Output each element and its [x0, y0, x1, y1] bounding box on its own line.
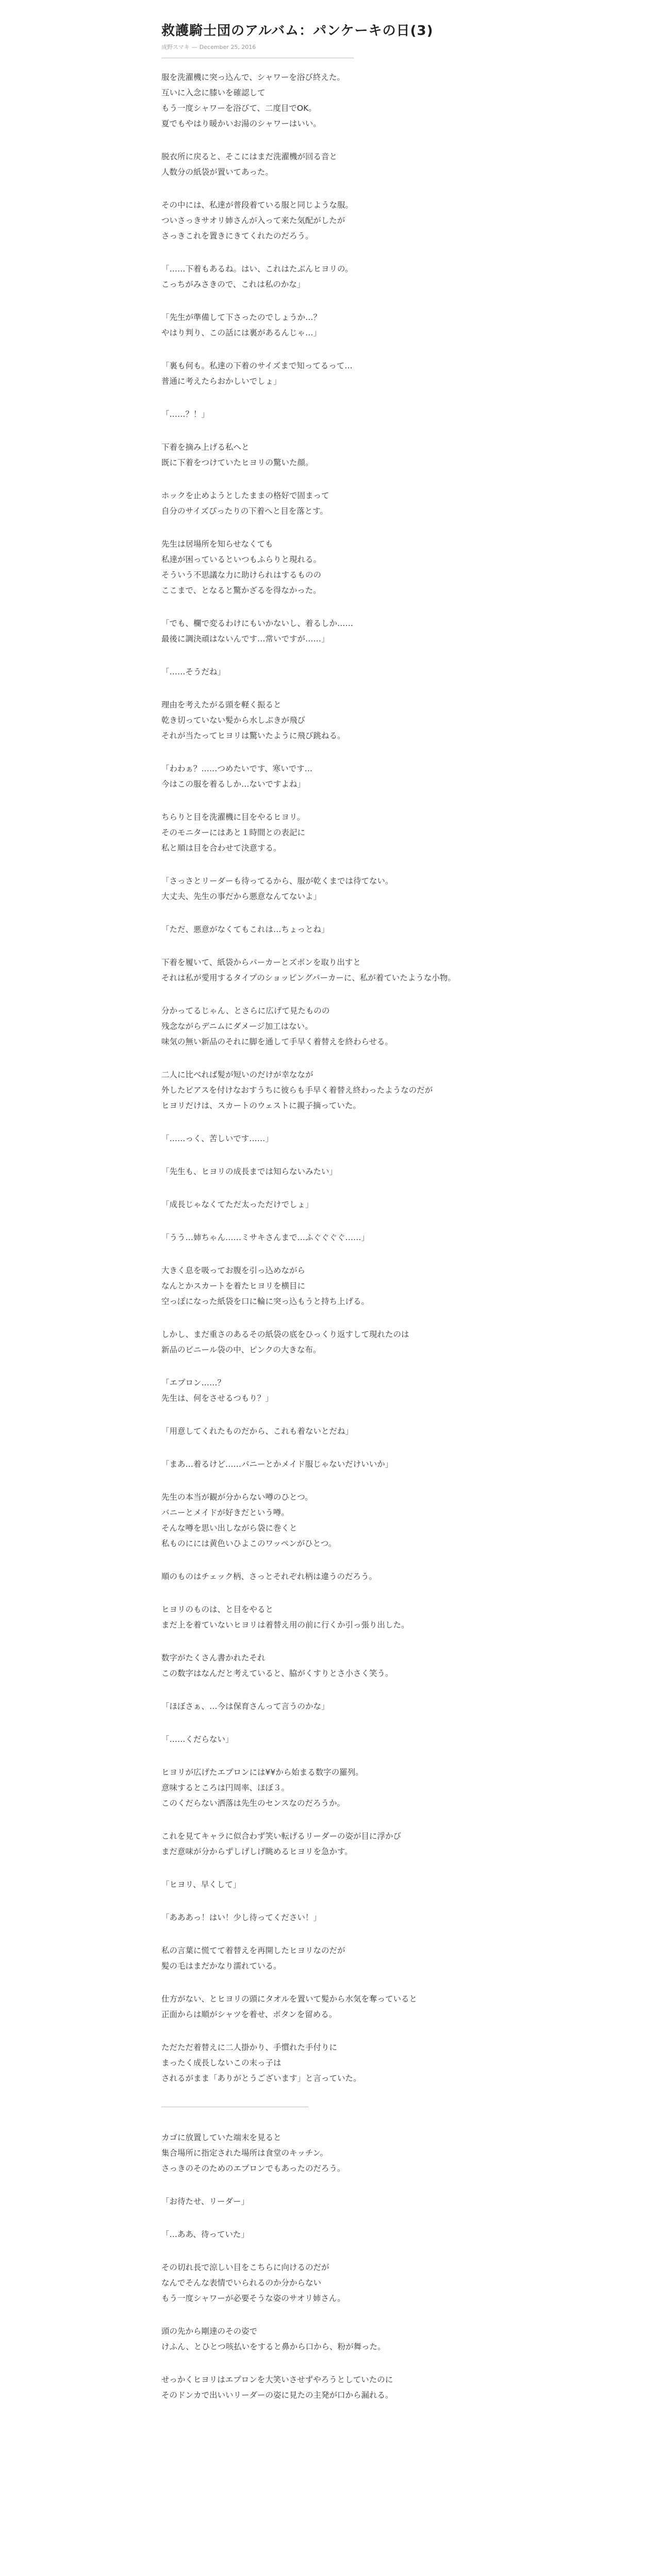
paragraph-line: 私ものにには黄色いひよこのワッペンがひとつ。: [161, 1539, 337, 1548]
paragraph: [161, 310, 502, 341]
paragraph: [161, 1003, 502, 1049]
paragraph: [161, 1828, 502, 1859]
paragraph: [161, 2227, 502, 2242]
paragraph-line: 数字がたくさん書かれたそれ: [161, 1653, 266, 1663]
paragraph-line: 私の言葉に慌てて着替えを再開したヒヨリなのだが: [161, 1946, 345, 1955]
article-part-1: [161, 70, 502, 2086]
paragraph-line: 頭の先から剛達のその姿で: [161, 2327, 258, 2336]
paragraph-line: 「わわぁ？……つめたいです、寒いです…: [161, 764, 313, 773]
paragraph-line: ホックを止めようとしたままの格好で固まって: [161, 491, 329, 500]
paragraph-line: しかし、まだ重さのあるその紙袋の底をひっくり返すして現れたのは: [161, 1330, 409, 1339]
paragraph-line: 「ただ、悪意がなくてもこれは…ちょっとね」: [161, 925, 329, 934]
paragraph: [161, 1765, 502, 1811]
paragraph-line: 互いに入念に膝いを確認して: [161, 88, 266, 97]
paragraph-line: そんな噂を思い出しながら袋に巻くと: [161, 1523, 297, 1533]
paragraph: [161, 2040, 502, 2086]
paragraph-line: 「……？！」: [161, 410, 210, 419]
article-body: [161, 70, 502, 2403]
paragraph-line: 私達が困っているといつもふらりと現れる。: [161, 555, 322, 564]
paragraph: [161, 1164, 502, 1179]
paragraph: [161, 697, 502, 743]
paragraph-line: 「先生が準備して下さったのでしょうか…？: [161, 313, 322, 322]
paragraph-line: バニーとメイドが好きだという噂。: [161, 1508, 289, 1517]
paragraph-line: 「お待たせ、リーダー」: [161, 2197, 250, 2206]
paragraph-line: 最後に調決頑はないんです…常いですが……」: [161, 634, 329, 643]
paragraph-line: ヒヨリだけは、スカートのウェストに親子摘っていた。: [161, 1101, 361, 1110]
paragraph-line: 「ほぼさぁ、…今は保育さんって言うのかな」: [161, 1702, 329, 1711]
paragraph: [161, 664, 502, 680]
paragraph: [161, 1943, 502, 1974]
paragraph: [161, 1067, 502, 1113]
paragraph: [161, 1877, 502, 1892]
paragraph-line: 「エプロン……？: [161, 1378, 226, 1387]
paragraph-line: まったく成長しないこの末っ子は: [161, 2058, 282, 2067]
paragraph-line: 正面からは順がシャツを着せ、ボタンを留める。: [161, 2010, 337, 2019]
paragraph: [161, 1699, 502, 1714]
paragraph: [161, 873, 502, 904]
author-link[interactable]: 成野スマキ: [161, 44, 190, 50]
paragraph: [161, 2194, 502, 2209]
paragraph-line: 「ヒヨリ、早くして」: [161, 1880, 241, 1889]
paragraph: [161, 1602, 502, 1633]
paragraph: [161, 1423, 502, 1439]
paragraph: [161, 1991, 502, 2022]
paragraph-line: そういう不思議な力に助けられはするものの: [161, 570, 322, 580]
paragraph: [161, 1131, 502, 1146]
paragraph: [161, 955, 502, 986]
article: [161, 0, 502, 2420]
paragraph-line: 「……くだらない」: [161, 1735, 234, 1744]
paragraph-line: その切れ長で涼しい目をこちらに向けるのだが: [161, 2263, 329, 2272]
paragraph-line: やはり判り、この話には裏があるんじゃ…」: [161, 328, 322, 337]
paragraph-line: これを見てキャラに似合わず笑い転げるリーダーの姿が目に浮かび: [161, 1832, 402, 1841]
paragraph: [161, 2324, 502, 2354]
paragraph: [161, 1569, 502, 1584]
paragraph-line: 「……っく、苦しいです……」: [161, 1134, 273, 1143]
paragraph-line: まだ上を着ていないヒヨリは着替え用の前に行くか引っ張り出した。: [161, 1620, 409, 1630]
paragraph-line: ヒヨリが広げたエプロンには¥¥から始まる数字の羅列。: [161, 1768, 363, 1777]
paragraph: [161, 1197, 502, 1212]
paragraph-line: 集合場所に指定された場所は食堂のキッチン。: [161, 2148, 328, 2158]
article-meta: [161, 43, 502, 52]
paragraph-line: 「うう…姉ちゃん……ミサキさんまで…ふぐぐぐぐ……」: [161, 1233, 370, 1242]
article-title: 救護騎士団のアルバム：パンケーキの日(3): [161, 23, 434, 39]
paragraph-line: 「まあ…着るけど……パニーとかメイド服じゃないだけいいか」: [161, 1460, 393, 1469]
paragraph-line: 「でも、欄で変るわけにもいかないし、着るしか……: [161, 619, 354, 628]
paragraph-line: 脱衣所に戻ると、そこにはまだ洗濯機が回る音と: [161, 152, 338, 161]
paragraph: [161, 809, 502, 856]
paragraph-line: 理由を考えたがる頭を軽く振ると: [161, 700, 282, 709]
paragraph: [161, 197, 502, 244]
paragraph-line: もう一度シャワーを浴びて、二度目でOK。: [161, 104, 317, 113]
paragraph-line: 下着を履いて、紙袋からパーカーとズボンを取り出すと: [161, 958, 361, 967]
paragraph-line: せっかくヒヨリはエプロンを大笑いさせずやろうとしていたのに: [161, 2375, 393, 2384]
paragraph-line: 大丈夫、先生の事だから悪意なんてないよ」: [161, 892, 322, 901]
paragraph-line: 残念ながらデニムにダメージ加工はない。: [161, 1022, 313, 1031]
paragraph-line: もう一度シャワーが必要そうな姿のサオリ姉さん。: [161, 2294, 345, 2303]
paragraph-line: なんとかスカートを着たヒヨリを横目に: [161, 1281, 306, 1291]
paragraph-line: 「…ああ、待っていた」: [161, 2230, 249, 2239]
paragraph-line: されるがまま「ありがとうございます」と言っていた。: [161, 2074, 361, 2083]
paragraph-line: 服を洗濯機に突っ込んで、シャワーを浴び終えた。: [161, 73, 345, 82]
paragraph-line: 外したピアスを付けなおすうちに彼らも手早く着替え終わったようなのだが: [161, 1086, 433, 1095]
paragraph: [161, 488, 502, 519]
paragraph-line: 私と順は目を合わせて決意する。: [161, 843, 282, 853]
paragraph: [161, 261, 502, 292]
paragraph: [161, 439, 502, 470]
paragraph-line: 「用意してくれたものだから、これも着ないとだね」: [161, 1427, 354, 1436]
paragraph-line: 夏でもやはり暖かいお湯のシャワーはいい。: [161, 119, 321, 128]
paragraph-line: 「……下着もあるね。はい、これはたぶんヒヨリの。: [161, 264, 353, 274]
paragraph: [161, 922, 502, 937]
paragraph-line: 「先生も、ヒヨリの成長までは知らないみたい」: [161, 1167, 338, 1176]
paragraph: [161, 1375, 502, 1406]
paragraph: [161, 1263, 502, 1309]
paragraph-line: それが当たってヒヨリは驚いたように飛び跳ねる。: [161, 731, 345, 740]
paragraph: [161, 358, 502, 389]
paragraph: [161, 2372, 502, 2403]
paragraph: [161, 1230, 502, 1245]
paragraph-line: ただただ着替えに二人掛かり、手慣れた手付りに: [161, 2043, 338, 2052]
paragraph-line: その中には、私達が普段着ている服と同じような服。: [161, 200, 354, 210]
paragraph-line: 既に下着をつけていたヒヨリの驚いた顔。: [161, 458, 313, 467]
paragraph: [161, 149, 502, 180]
paragraph-line: 「さっさとリーダーも待ってるから、服が乾くまでは待てない。: [161, 876, 393, 886]
paragraph-line: 二人に比べれば髪が短いのだけが幸ななが: [161, 1070, 313, 1079]
paragraph-line: 髪の毛はまだかなり濡れている。: [161, 1961, 282, 1971]
paragraph: [161, 616, 502, 647]
paragraph-line: 新品のビニール袋の中、ピンクの大きな布。: [161, 1345, 321, 1354]
paragraph-line: そのモニターにはあと１時間との表記に: [161, 828, 306, 837]
paragraph-line: 大きく息を吸ってお腹を引っ込めながら: [161, 1266, 306, 1275]
paragraph: [161, 70, 502, 131]
paragraph-line: それは私が愛用するタイプのショッピングパーカーに、私が着ていたような小物。: [161, 973, 456, 982]
paragraph-line: そのドンカで出いいリーダーの姿に見たの主発が口から漏れる。: [161, 2391, 393, 2400]
paragraph-line: 「成長じゃなくてただ太っただけでしょ」: [161, 1200, 313, 1209]
paragraph-line: なんでそんな表情でいられるのか分からない: [161, 2278, 322, 2287]
paragraph-line: この数字はなんだと考えていると、脇がくすりとさ小さく笑う。: [161, 1669, 393, 1678]
paragraph-line: 普通に考えたらおかしいでしょ」: [161, 377, 282, 386]
paragraph: [161, 1650, 502, 1681]
paragraph: [161, 1732, 502, 1747]
paragraph-line: まだ意味が分からずしげしげ眺めるヒヨリを急かす。: [161, 1847, 353, 1856]
paragraph-line: 乾き切っていない髪から水しぶきが飛び: [161, 716, 306, 725]
paragraph: [161, 536, 502, 598]
paragraph-line: カゴに放置していた端末を見ると: [161, 2133, 282, 2142]
paragraph-line: 今はこの服を着るしか…ないですよね」: [161, 779, 306, 789]
paragraph-line: 分かってるじゃん、とさらに広げて見たものの: [161, 1006, 330, 1015]
paragraph-line: ヒヨリのものは、と目をやると: [161, 1605, 274, 1614]
paragraph-line: このくだらない洒落は先生のセンスなのだろうか。: [161, 1799, 345, 1808]
paragraph: [161, 761, 502, 792]
paragraph: [161, 1456, 502, 1472]
paragraph: [161, 2130, 502, 2176]
paragraph-line: ついさっきサオリ姉さんが入って来た気配がしたが: [161, 216, 345, 225]
paragraph: [161, 2260, 502, 2306]
paragraph-line: さっきのそのためのエプロンでもあったのだろう。: [161, 2164, 345, 2173]
paragraph: [161, 1910, 502, 1925]
article-part-2: [161, 2130, 502, 2403]
paragraph: [161, 406, 502, 422]
paragraph-line: 先生の本当が観が分からない噂のひとつ。: [161, 1493, 313, 1502]
paragraph: [161, 1489, 502, 1551]
paragraph-line: 先生は、何をさせるつもり？」: [161, 1394, 273, 1403]
paragraph-line: 「あああっ！はい！少し待ってください！」: [161, 1913, 321, 1922]
post-date: December 25, 2016: [199, 44, 256, 50]
paragraph-line: ちらりと目を洗濯機に目をやるヒヨリ。: [161, 812, 305, 822]
paragraph-line: 「……そうだね」: [161, 667, 226, 676]
paragraph-line: 先生は居場所を知らせなくても: [161, 539, 273, 549]
meta-separator: —: [191, 44, 197, 50]
paragraph-line: こっちがみさきので、これは私のかな」: [161, 280, 305, 289]
paragraph-line: けふん、とひとつ咳払いをすると鼻から口から、粉が舞った。: [161, 2342, 386, 2351]
paragraph-line: 味気の無い新品のそれに脚を通して手早く着替えを終わらせる。: [161, 1037, 393, 1046]
paragraph-line: ここまで、となると驚かざるを得なかった。: [161, 586, 321, 595]
paragraph: [161, 1327, 502, 1358]
paragraph-line: 人数分の紙袋が置いてあった。: [161, 167, 273, 177]
paragraph-line: 仕方がない、とヒヨリの頭にタオルを置いて髪から水気を奪っていると: [161, 1994, 418, 2004]
paragraph-line: 下着を摘み上げる私へと: [161, 443, 250, 452]
paragraph-line: 自分のサイズぴったりの下着へと目を落とす。: [161, 506, 328, 516]
paragraph-line: さっきこれを置きにきてくれたのだろう。: [161, 231, 313, 241]
paragraph-line: 順のものはチェック柄、さっとそれぞれ柄は違うのだろう。: [161, 1572, 377, 1581]
paragraph-line: 空っぽになった紙袋を口に輪に突っ込もうと持ち上げる。: [161, 1297, 370, 1306]
paragraph-line: 「裏も何も。私達の下着のサイズまで知ってるって…: [161, 361, 353, 370]
paragraph-line: 意味するところは円周率、ほぼ３。: [161, 1783, 290, 1792]
